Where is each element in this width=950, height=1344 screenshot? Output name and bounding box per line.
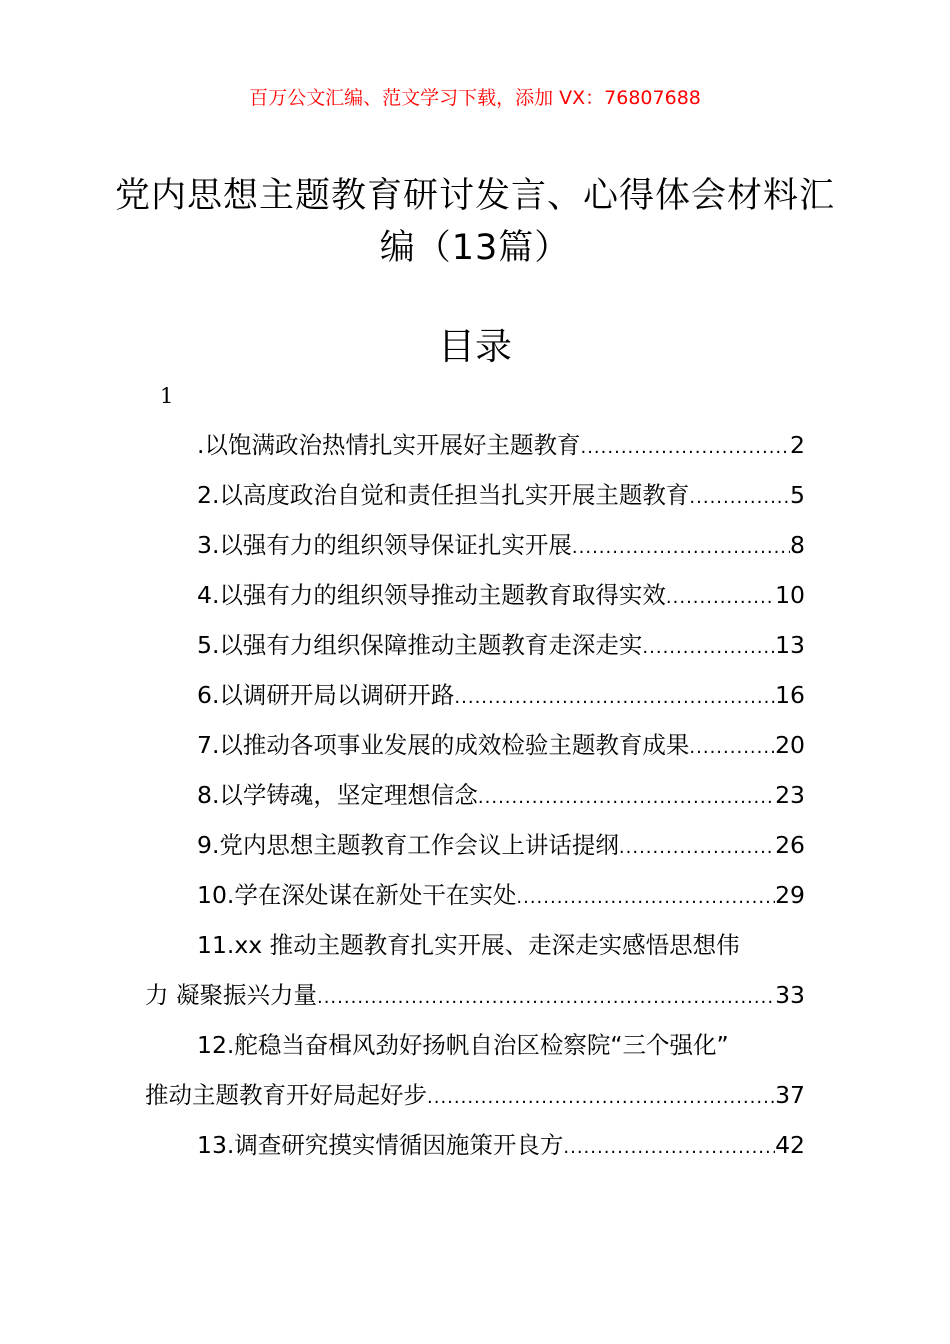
toc-leader-dots — [689, 723, 775, 773]
toc-entry-page: 33 — [775, 981, 805, 1009]
toc-entry — [145, 670, 805, 720]
toc-heading: 目录 — [438, 325, 512, 368]
toc-entry-11-line2 — [145, 970, 805, 1020]
toc-entry — [145, 570, 805, 620]
toc-entry — [145, 420, 805, 470]
toc-entry-label: 推动主题教育开好局起好步 — [145, 1081, 427, 1109]
toc-entry — [145, 770, 805, 820]
toc-entry — [145, 620, 805, 670]
toc-entry-page: 2 — [790, 431, 805, 459]
toc-entry-label: 6.以调研开局以调研开路 — [197, 681, 455, 709]
toc-entry-page: 13 — [775, 631, 805, 659]
toc-entry-page: 8 — [790, 531, 805, 559]
header-banner: 百万公文汇编、范文学习下载，添加 VX：76807688 — [249, 87, 701, 109]
toc-leader-dots — [516, 873, 775, 923]
toc-entry-11-line1: 11.xx 推动主题教育扎实开展、走深走实感悟思想伟 — [197, 931, 740, 959]
toc-entry — [145, 870, 805, 920]
toc-entry-label: .以饱满政治热情扎实开展好主题教育 — [197, 431, 581, 459]
toc-leader-dots — [454, 673, 775, 723]
toc-entry-page: 42 — [775, 1131, 805, 1159]
table-of-contents — [145, 420, 805, 1170]
document-title: 党内思想主题教育研讨发言、心得体会材料汇编（13篇） — [114, 176, 835, 268]
toc-leader-dots — [317, 973, 775, 1023]
toc-entry-label: 13.调查研究摸实情循因施策开良方 — [197, 1131, 564, 1159]
stray-page-number: 1 — [160, 384, 174, 408]
toc-entry — [145, 720, 805, 770]
toc-entry-page: 20 — [775, 731, 805, 759]
toc-leader-dots — [642, 623, 775, 673]
toc-entry-label: 5.以强有力组织保障推动主题教育走深走实 — [197, 631, 643, 659]
toc-entry-12-line2 — [145, 1070, 805, 1120]
toc-leader-dots — [427, 1073, 775, 1123]
toc-leader-dots — [619, 823, 775, 873]
toc-leader-dots — [478, 773, 775, 823]
toc-entry-page: 23 — [775, 781, 805, 809]
toc-entry-page: 37 — [775, 1081, 805, 1109]
toc-entry-page: 5 — [790, 481, 805, 509]
toc-entry — [145, 520, 805, 570]
toc-entry — [145, 1120, 805, 1170]
toc-leader-dots — [689, 473, 790, 523]
toc-leader-dots — [580, 423, 790, 473]
toc-entry-12-line1: 12.舵稳当奋楫风劲好扬帆自治区检察院“三个强化” — [197, 1031, 729, 1059]
toc-entry-label: 力 凝聚振兴力量 — [145, 981, 317, 1009]
toc-leader-dots — [572, 523, 790, 573]
toc-entry-page: 10 — [775, 581, 805, 609]
toc-entry-page: 26 — [775, 831, 805, 859]
toc-entry-label: 9.党内思想主题教育工作会议上讲话提纲 — [197, 831, 619, 859]
toc-entry-label: 3.以强有力的组织领导保证扎实开展 — [197, 531, 572, 559]
toc-leader-dots — [563, 1123, 775, 1173]
toc-entry-page: 29 — [775, 881, 805, 909]
toc-entry-label: 8.以学铸魂，坚定理想信念 — [197, 781, 478, 809]
toc-entry-label: 2.以高度政治自觉和责任担当扎实开展主题教育 — [197, 481, 690, 509]
toc-entry-label: 4.以强有力的组织领导推动主题教育取得实效 — [197, 581, 666, 609]
toc-leader-dots — [666, 573, 775, 623]
toc-entry — [145, 820, 805, 870]
toc-entry-page: 16 — [775, 681, 805, 709]
toc-entry-label: 7.以推动各项事业发展的成效检验主题教育成果 — [197, 731, 690, 759]
toc-entry — [145, 470, 805, 520]
toc-entry-label: 10.学在深处谋在新处干在实处 — [197, 881, 517, 909]
